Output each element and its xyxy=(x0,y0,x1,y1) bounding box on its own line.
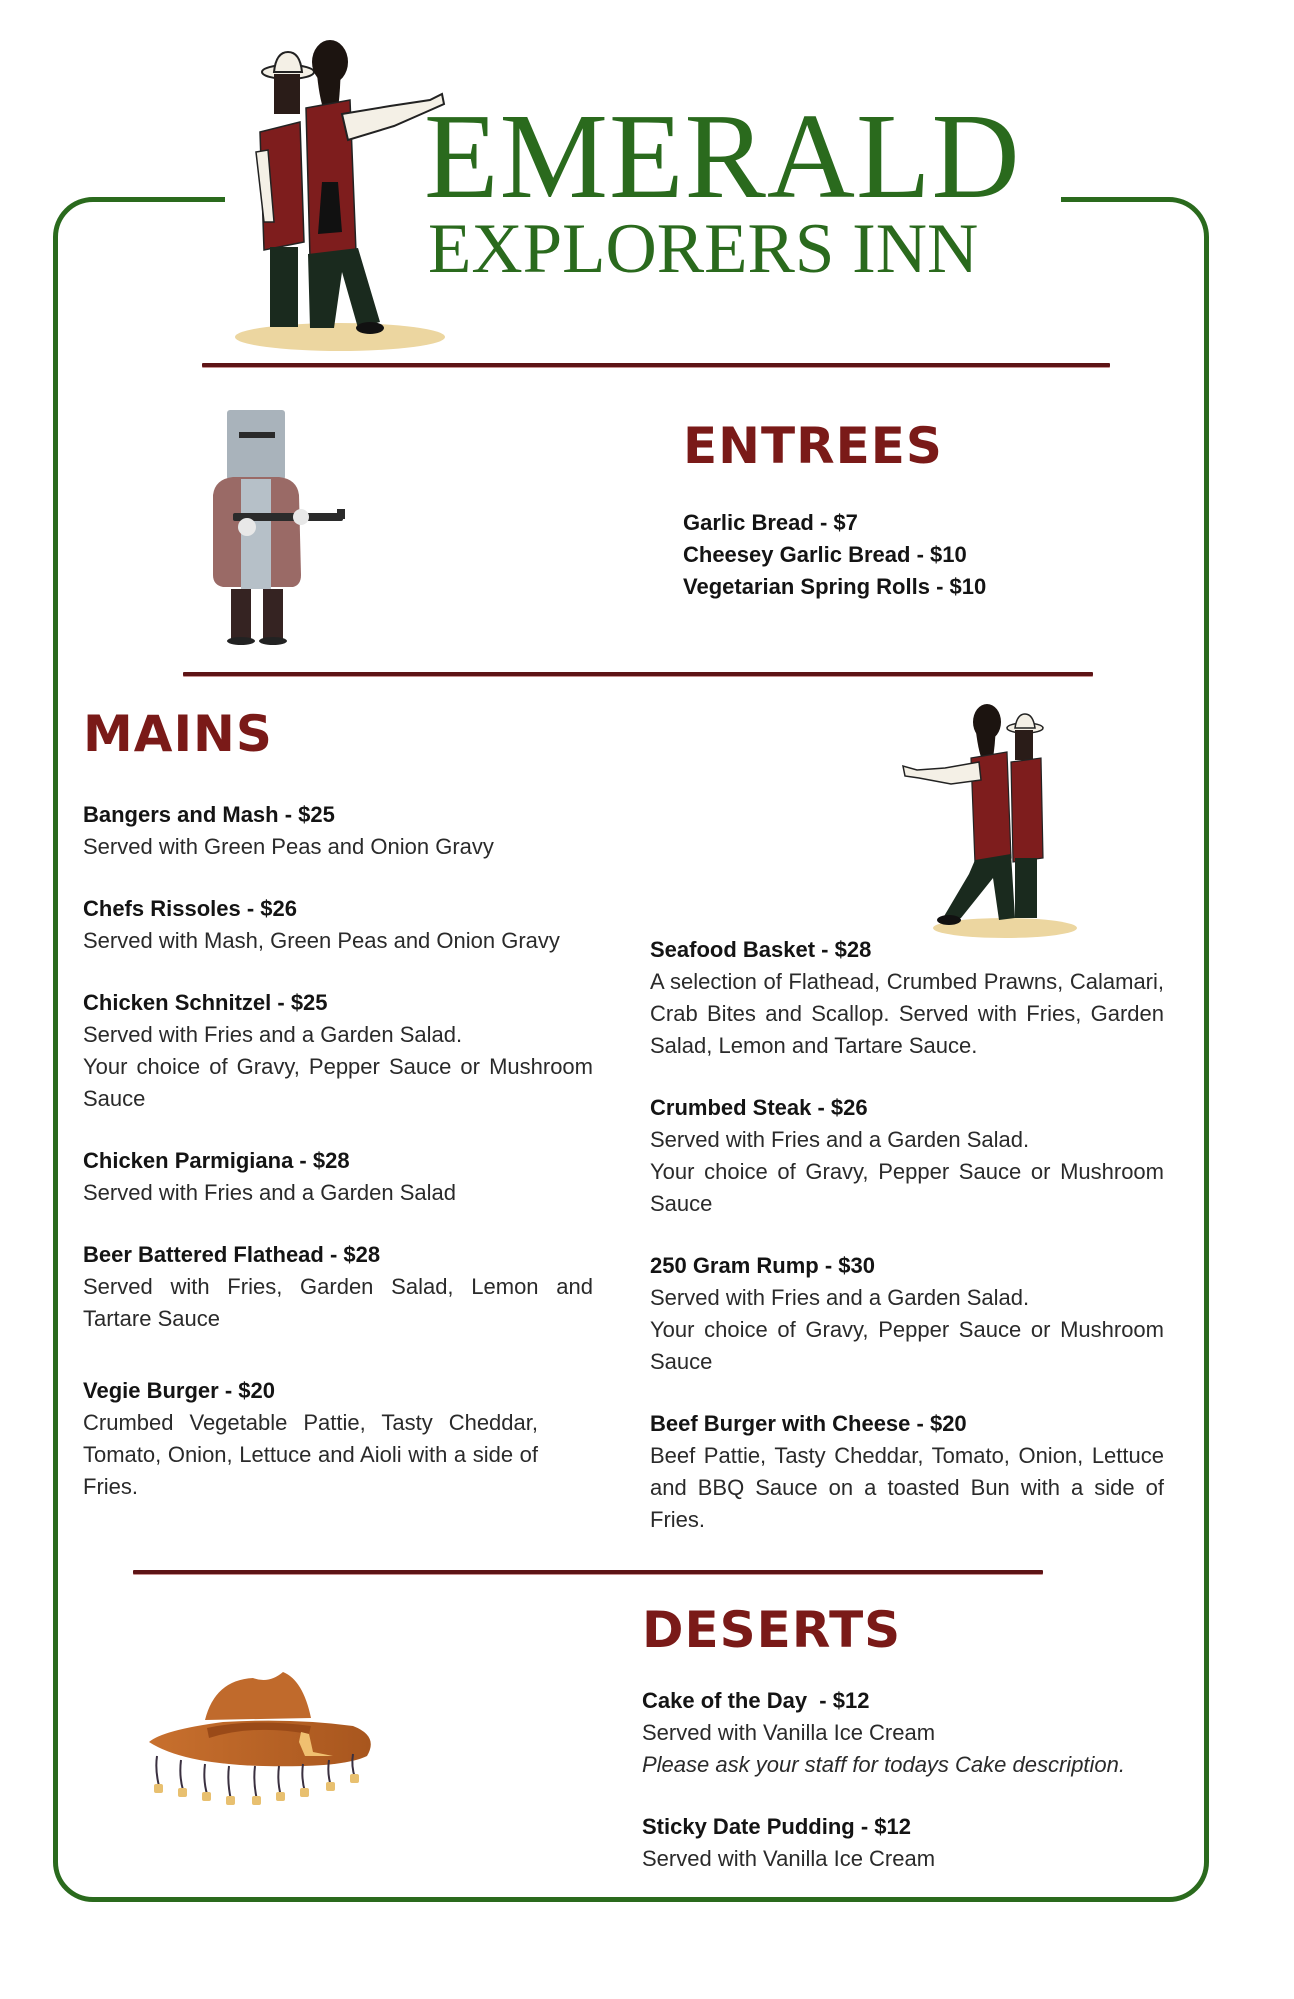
item-title: Beef Burger with Cheese - $20 xyxy=(650,1411,967,1436)
menu-item xyxy=(83,1145,593,1209)
item-title: Chicken Parmigiana - $28 xyxy=(83,1148,350,1173)
header-divider xyxy=(202,363,1110,367)
item-description: Served with Fries and a Garden Salad. xyxy=(650,1285,1030,1310)
entrees-divider xyxy=(183,672,1093,676)
entree-item: Cheesey Garlic Bread - $10 xyxy=(683,542,967,567)
mains-right-column xyxy=(650,934,1164,1566)
item-description: Your choice of Gravy, Pepper Sauce or Mushroom Sauce xyxy=(83,1054,593,1111)
menu-item xyxy=(642,1685,1202,1781)
entree-item: Vegetarian Spring Rolls - $10 xyxy=(683,574,987,599)
deserts-list xyxy=(642,1685,1202,1905)
mains-left-column xyxy=(83,799,593,1533)
menu-item xyxy=(83,1375,538,1503)
item-description: Served with Fries and a Garden Salad. xyxy=(83,1022,463,1047)
cork-hat-icon xyxy=(143,1660,375,1805)
menu-item xyxy=(650,1092,1164,1220)
item-description: Beef Pattie, Tasty Cheddar, Tomato, Onion, Lettuce and BBQ Sauce on a toasted Bun with a side of Fries. xyxy=(650,1443,1164,1532)
item-description: Served with Mash, Green Peas and Onion Gravy xyxy=(83,928,560,953)
menu-item xyxy=(642,1811,1202,1875)
item-title: Chefs Rissoles - $26 xyxy=(83,896,297,921)
ned-kelly-icon xyxy=(205,405,375,645)
item-description: Crumbed Vegetable Pattie, Tasty Cheddar, Tomato, Onion, Lettuce and Aioli with a side of Fries. xyxy=(83,1410,538,1499)
item-description: Served with Green Peas and Onion Gravy xyxy=(83,834,494,859)
deserts-heading: DESERTS xyxy=(642,1601,902,1659)
menu-item xyxy=(83,987,593,1115)
item-title: Bangers and Mash - $25 xyxy=(83,802,335,827)
mains-divider xyxy=(133,1570,1043,1574)
item-title: Beer Battered Flathead - $28 xyxy=(83,1242,381,1267)
item-description: Your choice of Gravy, Pepper Sauce or Mushroom Sauce xyxy=(650,1159,1164,1216)
restaurant-name-line2: EXPLORERS INN xyxy=(428,210,979,288)
item-title: Seafood Basket - $28 xyxy=(650,937,872,962)
menu-item xyxy=(83,799,593,863)
item-description: Served with Vanilla Ice Cream xyxy=(642,1720,936,1745)
item-description: A selection of Flathead, Crumbed Prawns, Calamari, Crab Bites and Scallop. Served with Fries, Garden Salad, Lemon and Tartare Sauce. xyxy=(650,969,1164,1058)
menu-item xyxy=(650,934,1164,1062)
entrees-list xyxy=(683,507,986,603)
restaurant-name-line1: EMERALD xyxy=(424,89,1021,224)
item-title: Sticky Date Pudding - $12 xyxy=(642,1814,911,1839)
item-title: Crumbed Steak - $26 xyxy=(650,1095,868,1120)
item-note: Please ask your staff for todays Cake description. xyxy=(642,1752,1126,1777)
item-title: Cake of the Day - $12 xyxy=(642,1688,870,1713)
menu-item xyxy=(650,1408,1164,1536)
item-description: Served with Vanilla Ice Cream xyxy=(642,1846,936,1871)
item-description: Served with Fries, Garden Salad, Lemon and Tartare Sauce xyxy=(83,1274,593,1331)
menu-item xyxy=(83,1239,593,1335)
item-title: Chicken Schnitzel - $25 xyxy=(83,990,328,1015)
mains-heading: MAINS xyxy=(83,705,273,763)
item-title: 250 Gram Rump - $30 xyxy=(650,1253,875,1278)
item-description: Served with Fries and a Garden Salad. xyxy=(650,1127,1030,1152)
entree-item: Garlic Bread - $7 xyxy=(683,510,858,535)
explorers-pointing-icon xyxy=(895,688,1080,943)
menu-item xyxy=(650,1250,1164,1378)
item-title: Vegie Burger - $20 xyxy=(83,1378,275,1403)
item-description: Served with Fries and a Garden Salad xyxy=(83,1180,456,1205)
entrees-heading: ENTREES xyxy=(683,417,943,475)
menu-item xyxy=(83,893,593,957)
item-description: Your choice of Gravy, Pepper Sauce or Mushroom Sauce xyxy=(650,1317,1164,1374)
